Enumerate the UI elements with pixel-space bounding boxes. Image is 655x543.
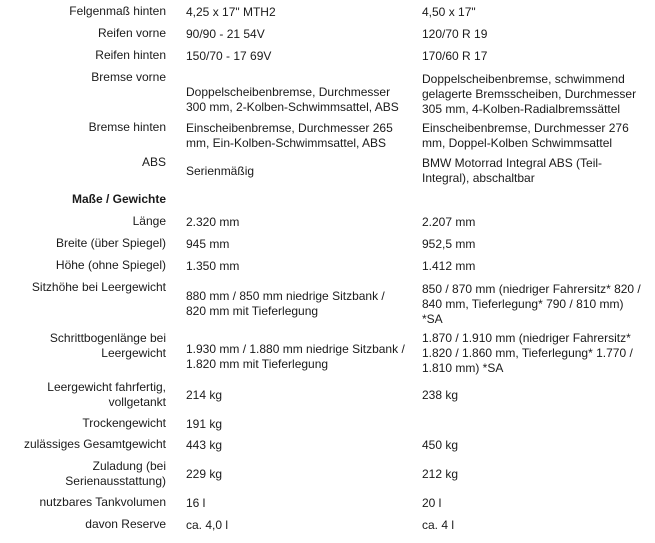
- value-bike-b: 212 kg: [422, 466, 459, 481]
- table-row: [0, 280, 655, 328]
- table-row: [0, 70, 655, 118]
- row-label: Reifen hinten: [95, 48, 166, 62]
- row-label: Bremse vorne: [91, 70, 166, 84]
- value-bike-a: Einscheibenbremse, Durchmesser 265 mm, Ein-Kolben-Schwimmsattel, ABS: [186, 121, 393, 150]
- table-row: [0, 437, 655, 453]
- value-bike-a: 90/90 - 21 54V: [186, 26, 265, 41]
- table-row: [0, 214, 655, 230]
- table-row: [0, 4, 655, 20]
- value-bike-a: 150/70 - 17 69V: [186, 48, 272, 63]
- table-row: [0, 517, 655, 533]
- value-bike-a: Serienmäßig: [186, 163, 255, 178]
- table-row: [0, 459, 655, 489]
- value-bike-b: 170/60 R 17: [422, 48, 488, 63]
- table-row: [0, 26, 655, 42]
- value-bike-b: 850 / 870 mm (niedriger Fahrersitz* 820 / 840 mm, Tieferlegung* 790 / 810 mm) *SA: [422, 281, 641, 326]
- row-label: Trockengewicht: [82, 416, 166, 430]
- row-label: Bremse hinten: [88, 120, 166, 134]
- table-row: [0, 380, 655, 410]
- row-label: davon Reserve: [85, 517, 166, 531]
- value-bike-b: Doppelscheibenbremse, schwimmend gelagerte Bremsscheiben, Durchmesser 305 mm, 4-Kolben-Radialbremssättel: [422, 71, 637, 116]
- value-bike-b: 238 kg: [422, 387, 459, 402]
- table-row: [0, 495, 655, 511]
- row-label: Höhe (ohne Spiegel): [55, 258, 166, 272]
- value-bike-b: BMW Motorrad Integral ABS (Teil-Integral), abschaltbar: [422, 156, 603, 185]
- table-row: [0, 236, 655, 252]
- section-header: [0, 192, 655, 208]
- table-row: [0, 155, 655, 187]
- value-bike-b: [422, 192, 647, 208]
- value-bike-b: ca. 4 l: [422, 517, 455, 532]
- table-row: [0, 120, 655, 152]
- row-label: Leergewicht fahrfertig, vollgetankt: [47, 380, 166, 409]
- row-label: zulässiges Gesamtgewicht: [23, 437, 166, 451]
- value-bike-b: [422, 416, 647, 432]
- value-bike-b: 450 kg: [422, 437, 459, 452]
- value-bike-a: 16 l: [186, 495, 206, 510]
- value-bike-b: 20 l: [422, 495, 442, 510]
- value-bike-b: 952,5 mm: [422, 236, 476, 251]
- table-row: [0, 258, 655, 274]
- value-bike-b: 120/70 R 19: [422, 26, 488, 41]
- row-label: Länge: [132, 214, 166, 228]
- table-row: [0, 416, 655, 432]
- value-bike-a: 191 kg: [186, 416, 223, 431]
- value-bike-a: 443 kg: [186, 437, 223, 452]
- value-bike-a: 945 mm: [186, 236, 230, 251]
- value-bike-a: 4,25 x 17" MTH2: [186, 4, 276, 19]
- value-bike-a: ca. 4,0 l: [186, 517, 229, 532]
- row-label: nutzbares Tankvolumen: [39, 495, 166, 509]
- row-label: Breite (über Spiegel): [55, 236, 166, 250]
- value-bike-a: 2.320 mm: [186, 214, 240, 229]
- table-row: [0, 331, 655, 375]
- section-title: Maße / Gewichte: [71, 192, 166, 206]
- value-bike-b: Einscheibenbremse, Durchmesser 276 mm, Doppel-Kolben Schwimmsattel: [422, 121, 629, 150]
- value-bike-a: [186, 192, 408, 208]
- value-bike-b: 1.870 / 1.910 mm (niedriger Fahrersitz* 1.820 / 1.860 mm, Tieferlegung* 1.770 / 1.810 mm) *SA: [422, 330, 633, 375]
- table-row: [0, 48, 655, 64]
- row-label: Zuladung (bei Serienausstattung): [65, 459, 166, 488]
- value-bike-a: 229 kg: [186, 466, 223, 481]
- value-bike-a: 214 kg: [186, 387, 223, 402]
- row-label: ABS: [141, 155, 166, 169]
- row-label: Felgenmaß hinten: [69, 4, 166, 18]
- row-label: Reifen vorne: [97, 26, 166, 40]
- value-bike-b: 2.207 mm: [422, 214, 476, 229]
- value-bike-a: Doppelscheibenbremse, Durchmesser 300 mm, 2-Kolben-Schwimmsattel, ABS: [186, 85, 399, 114]
- value-bike-a: 1.930 mm / 1.880 mm niedrige Sitzbank / 1.820 mm mit Tieferlegung: [186, 342, 405, 371]
- row-label: Sitzhöhe bei Leergewicht: [31, 280, 166, 294]
- value-bike-b: 4,50 x 17": [422, 4, 476, 19]
- value-bike-b: 1.412 mm: [422, 258, 476, 273]
- row-label: Schrittbogenlänge bei Leergewicht: [49, 331, 166, 360]
- value-bike-a: 880 mm / 850 mm niedrige Sitzbank / 820 mm mit Tieferlegung: [186, 289, 385, 318]
- value-bike-a: 1.350 mm: [186, 258, 240, 273]
